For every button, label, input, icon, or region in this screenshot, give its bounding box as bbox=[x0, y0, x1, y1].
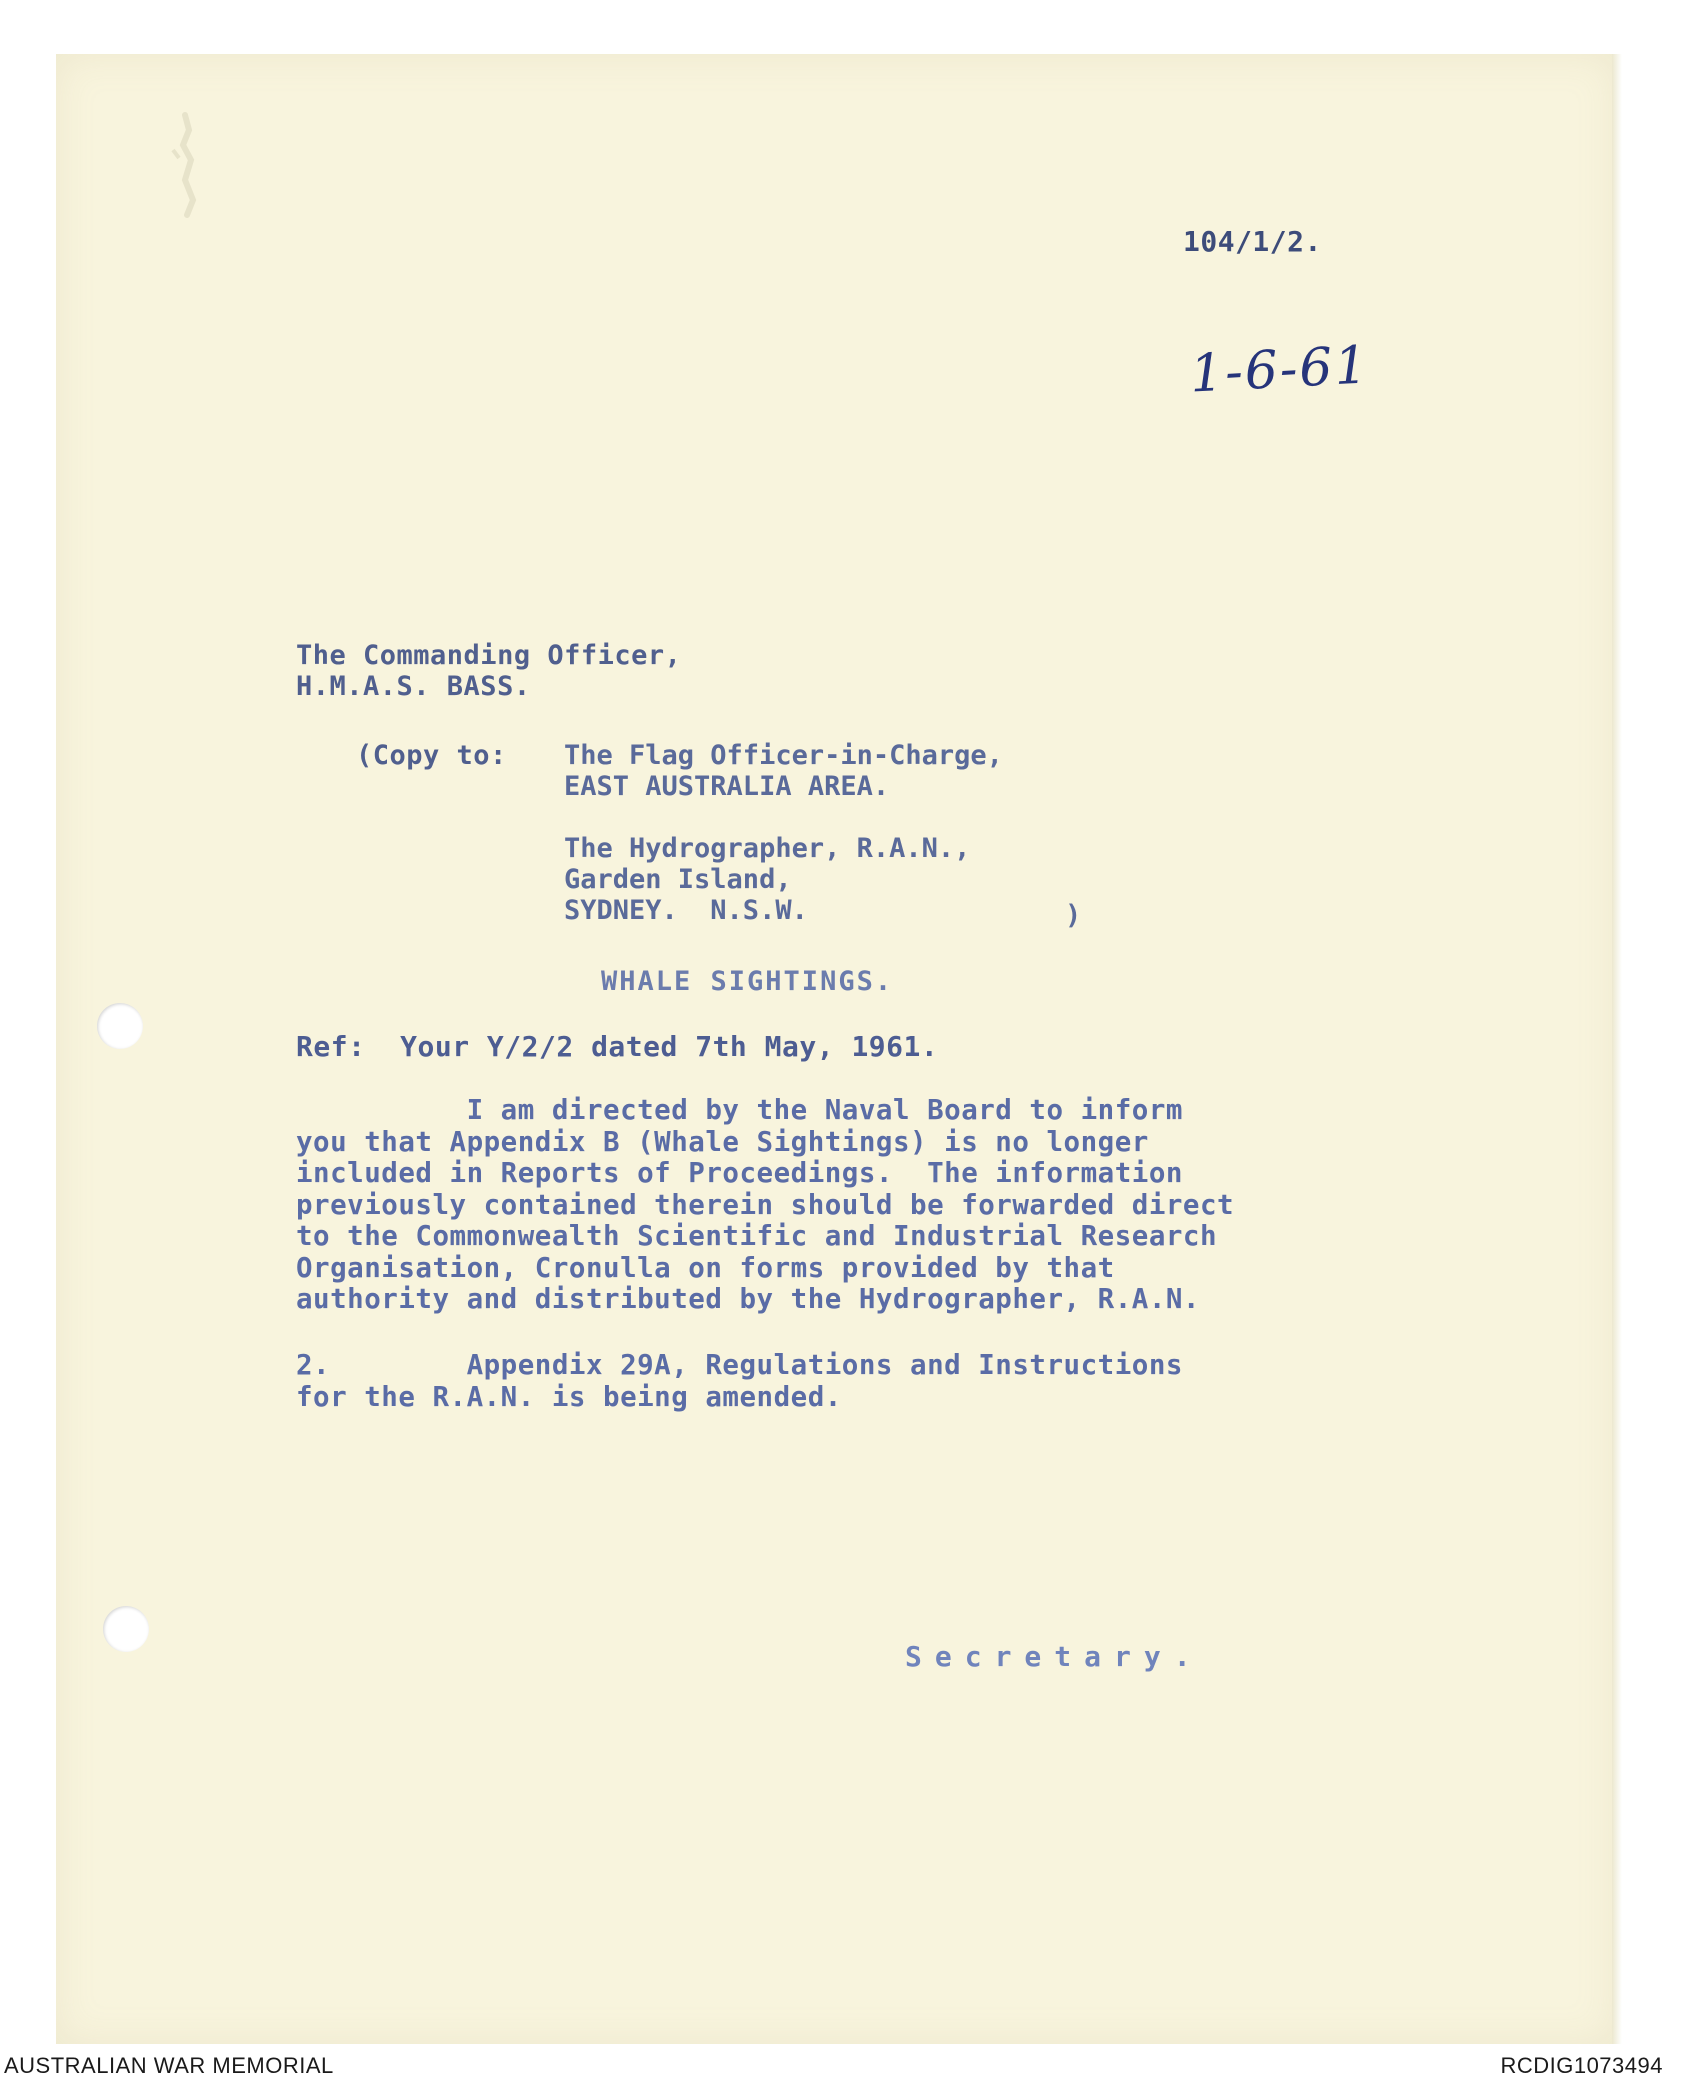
footer-item-id: RCDIG1073494 bbox=[1500, 2053, 1663, 2078]
file-reference: 104/1/2. bbox=[1183, 225, 1322, 258]
copy-recipient: The Hydrographer, R.A.N., Garden Island, SYDNEY. N.S.W. bbox=[564, 833, 971, 926]
punch-hole-upper bbox=[97, 1003, 143, 1049]
copy-recipient: The Flag Officer-in-Charge, EAST AUSTRALIA AREA. bbox=[564, 740, 1003, 802]
body-paragraph-1: I am directed by the Naval Board to inform you that Appendix B (Whale Sightings) is no longer included in Reports of Proceedings. The information previously contained therein should be forwarded direct to the Commonwealth Scientific and Industrial Research Organisation, Cronulla on forms provided by that authority and distributed by the Hydrographer, R.A.N. bbox=[296, 1094, 1235, 1315]
signature-block: Secretary. bbox=[905, 1640, 1204, 1673]
paper-smudge bbox=[155, 110, 215, 220]
copy-to-label: (Copy to: bbox=[356, 740, 507, 771]
punch-hole-lower bbox=[103, 1606, 149, 1652]
body-paragraph-2: 2. Appendix 29A, Regulations and Instructions for the R.A.N. is being amended. bbox=[296, 1349, 1183, 1413]
footer-institution: AUSTRALIAN WAR MEMORIAL bbox=[4, 2053, 334, 2078]
handwritten-date: 1-6-61 bbox=[1188, 335, 1371, 405]
copy-close-paren: ) bbox=[1065, 900, 1082, 931]
subject-heading: WHALE SIGHTINGS. bbox=[601, 966, 894, 997]
reference-line: Ref: Your Y/2/2 dated 7th May, 1961. bbox=[296, 1030, 939, 1063]
paper-edge bbox=[1612, 54, 1622, 2044]
copy-recipients bbox=[564, 740, 1003, 957]
addressee-block: The Commanding Officer, H.M.A.S. BASS. bbox=[296, 640, 682, 702]
